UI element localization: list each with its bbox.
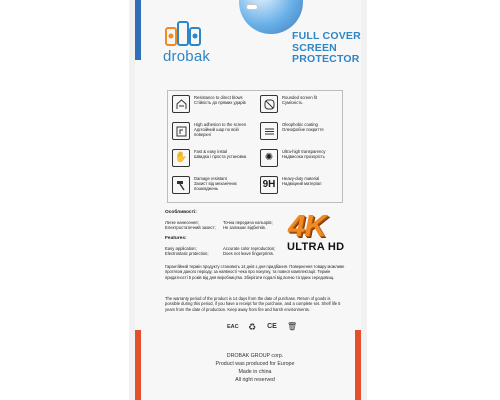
feature-item: High adhesion to the screen Адгезійний шар по всій поверхні (172, 122, 256, 140)
en-features-right: Accurate color reproduction; Does not leave fingerprints. (223, 246, 276, 257)
hammer-icon (172, 176, 190, 194)
certification-symbols (227, 322, 297, 332)
feature-item: Resistance to direct blows Стійкість до прямих ударів (172, 95, 256, 113)
warranty-text-en: The warranty period of the product is 14 days from the date of purchase. Return of goods is possible during this period, if you have a receipt for the purchase, and a complete set. Shelf life 5 years from the date of production. Keep away from fire and harsh environments. (165, 296, 341, 312)
oleophobic-icon (260, 122, 278, 140)
ua-features-right: Точна передача кольорів; Не залишає відбитків. (223, 220, 273, 231)
production-note: Product was produced for Europe (215, 361, 295, 367)
en-features-heading: Features: (165, 236, 187, 241)
red-edge-decoration (135, 330, 141, 400)
product-title: FULL COVER SCREEN PROTECTOR (292, 30, 361, 65)
company-name: DROBAK GROUP corp. (226, 353, 284, 359)
rights-note: All right reserved (235, 377, 275, 383)
en-features-left: Easy application; Electrostatic protection; (165, 246, 209, 257)
hand-icon: ✋ (172, 149, 190, 167)
brand-name: drobak (163, 48, 211, 65)
shield-icon (172, 95, 190, 113)
feature-item: Rounded screen fit Сумісність (260, 95, 344, 113)
features-panel (167, 90, 343, 203)
ua-features-heading: Особливості: (165, 210, 197, 215)
recycle-icon: ♻ (247, 322, 257, 332)
feature-item: ✋ Fast & easy instal Швидка і проста установка (172, 149, 256, 167)
touch-icon (172, 122, 190, 140)
ce-icon: CE (267, 323, 277, 330)
rounded-edge-icon (260, 95, 278, 113)
feature-item: Damage resistant Захист від механічних пошкоджень (172, 176, 256, 194)
ultra-hd-label: ULTRA HD (287, 241, 345, 253)
hang-hole (246, 4, 258, 10)
9h-icon: 9H (260, 176, 278, 194)
origin-note: Made in china (238, 369, 272, 375)
sun-icon: ✺ (260, 149, 278, 167)
feature-item: ✺ Ultra-high transparency Надвисока прозорість (260, 149, 344, 167)
eac-icon: EAC (227, 324, 239, 330)
red-edge-decoration (355, 330, 361, 400)
ua-features-left: Легке нанесення; Електростатичний захист; (165, 220, 216, 231)
4k-badge: 4K (288, 208, 326, 243)
feature-item: Oleophobic coating Олеофобне покриття (260, 122, 344, 140)
drobak-logo-icon (165, 20, 203, 46)
trash-bin-icon: 🗑 (287, 322, 298, 331)
bottom-info (165, 352, 345, 384)
warranty-text-ua: Гарантійний термін продукту становить 14 днів з дня придбання. Повернення товару можливе протягом даного періоду, за наявності чека про покупку, та повної комплектації. Термін придатності 5 років від дня виробництва. Зберігати подалі від вогню та їдких середовищ. (165, 264, 345, 280)
package-card (129, 0, 367, 400)
package-face (135, 0, 361, 400)
blue-edge-decoration (135, 0, 141, 60)
feature-item: 9H Heavy-duty material Надміцний матеріал (260, 176, 344, 194)
